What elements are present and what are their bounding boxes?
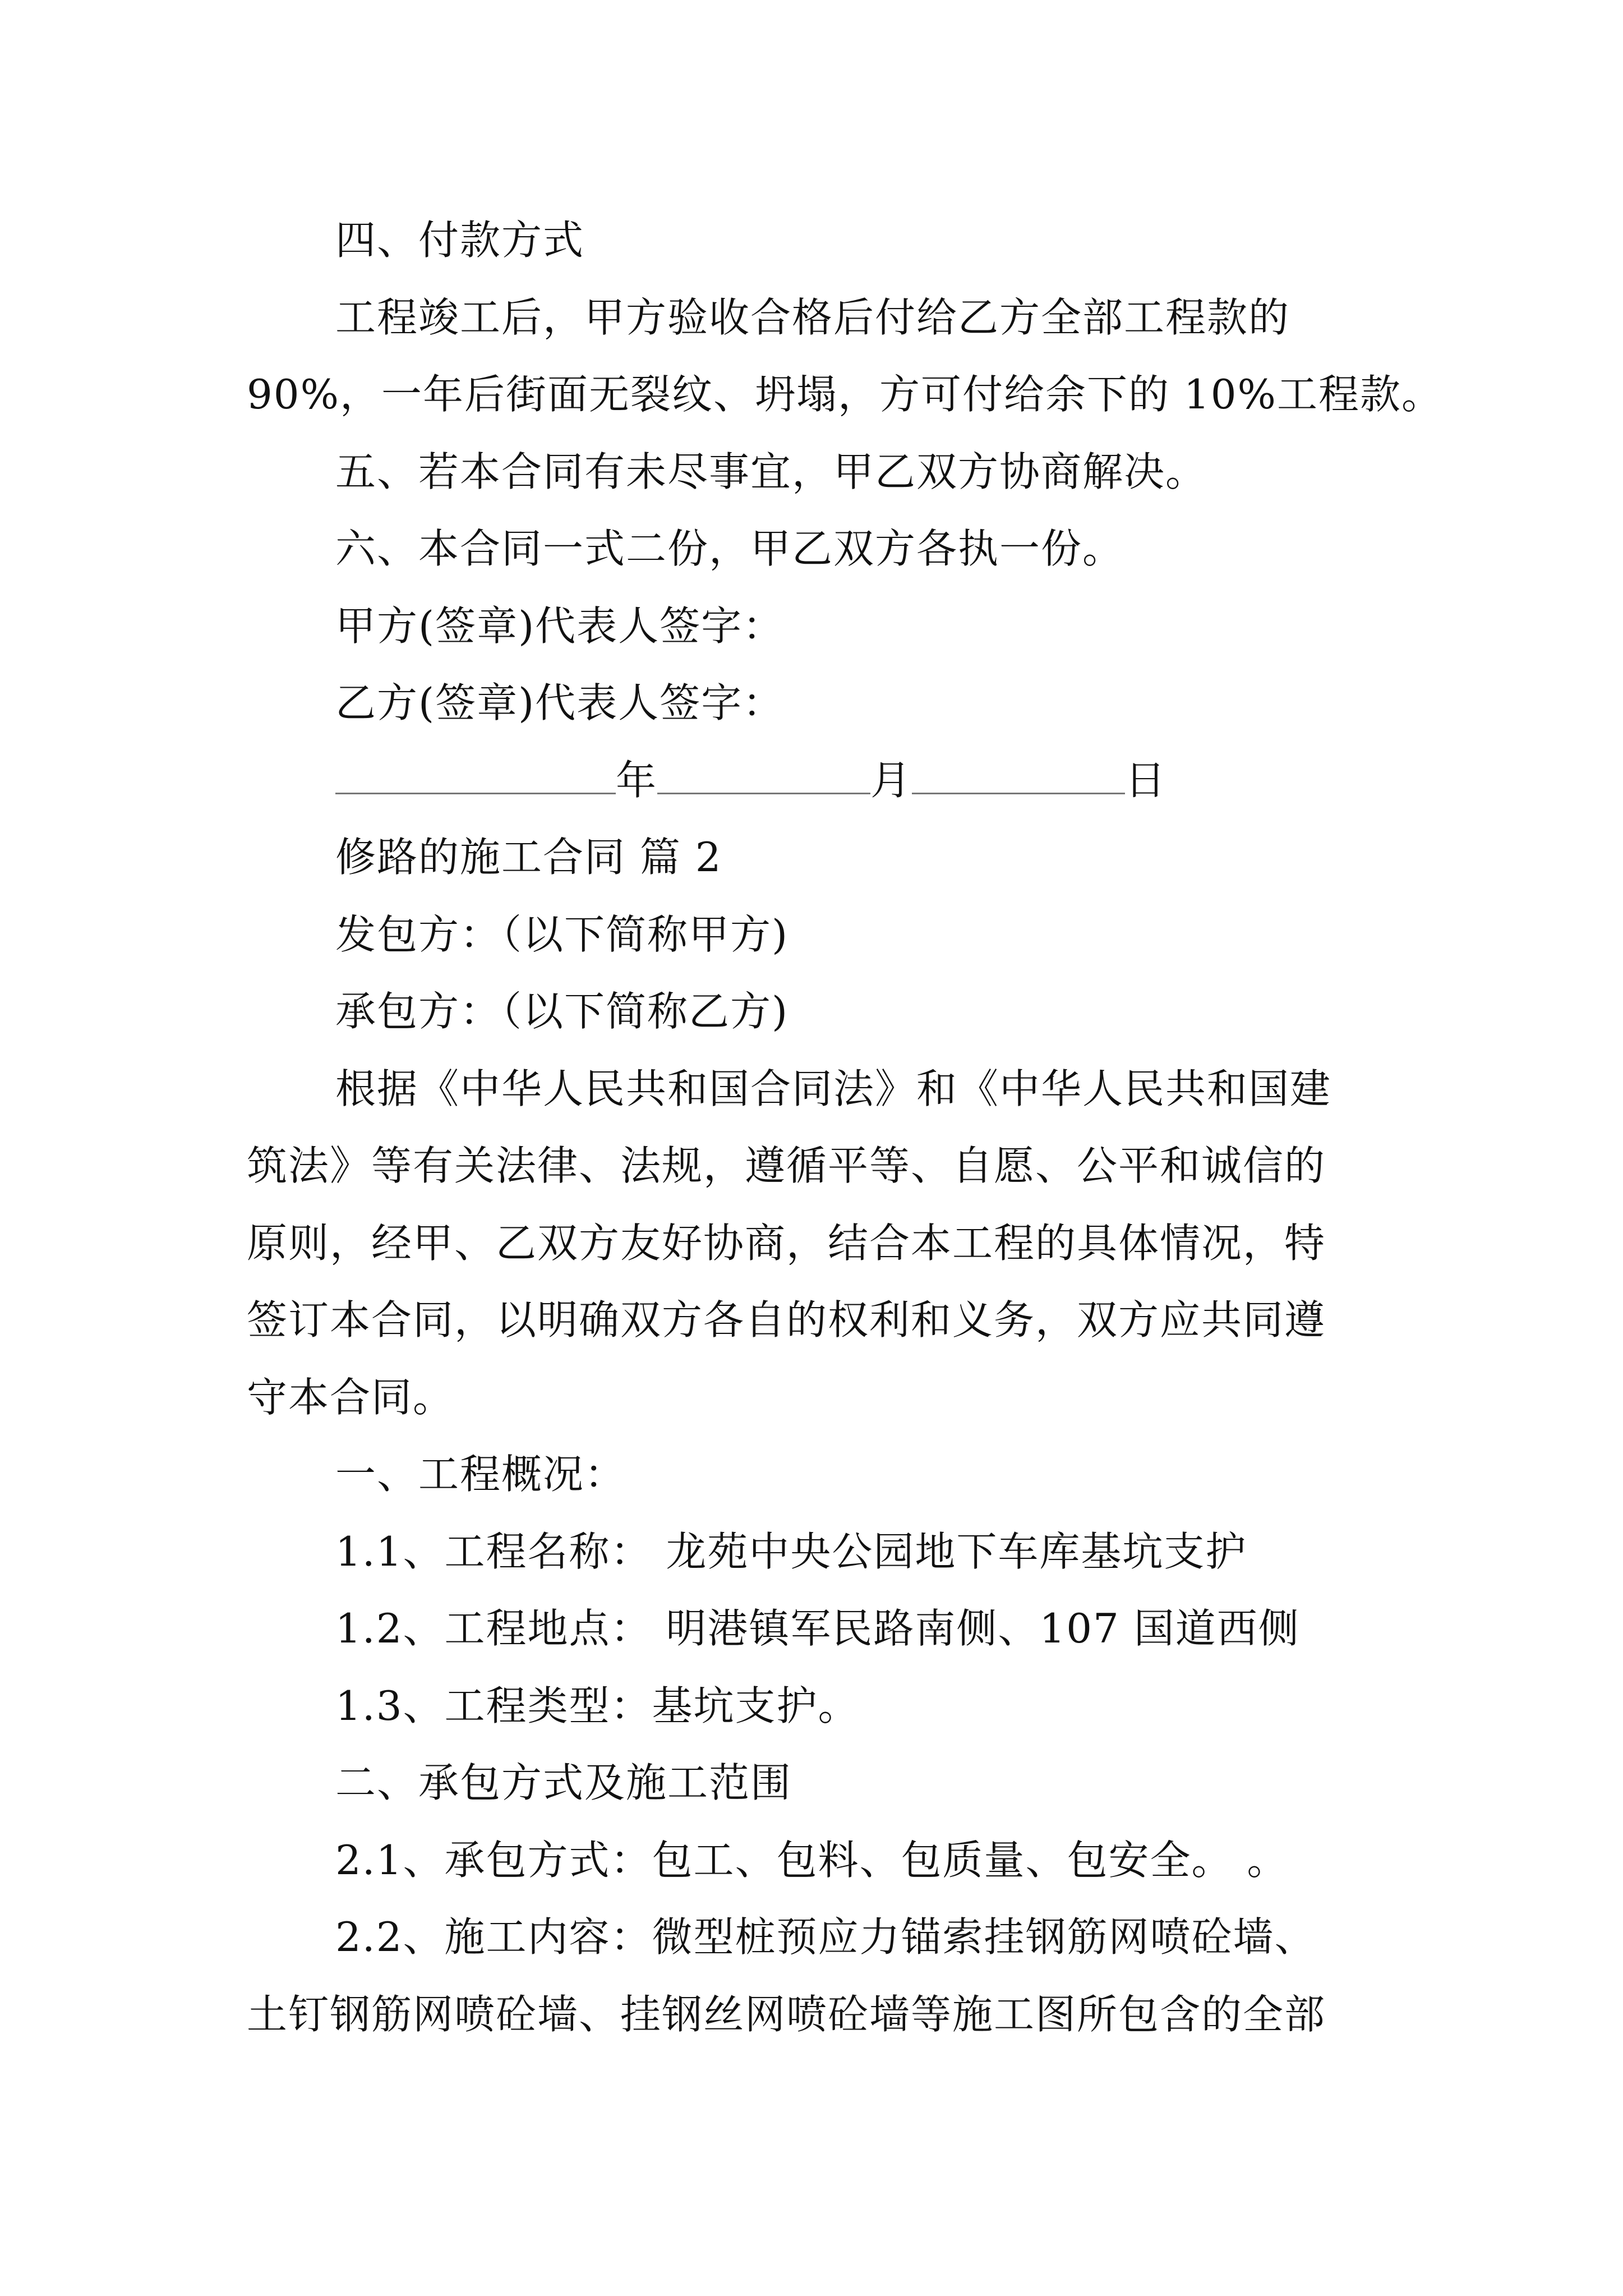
section-heading-payment: 四、付款方式 (335, 217, 585, 264)
employer-line: 发包方：（以下简称甲方) (335, 911, 789, 958)
day-label: 日 (1125, 757, 1167, 804)
month-label: 月 (870, 757, 912, 804)
contractor-line: 承包方：（以下简称乙方) (335, 988, 789, 1035)
month-blank (657, 753, 870, 794)
preamble-line-1: 根据《中华人民共和国合同法》和《中华人民共和国建 (335, 1065, 1332, 1112)
party-a-signature-line: 甲方(签章)代表人签字： (335, 602, 785, 650)
part-2-title: 修路的施工合同 篇 2 (335, 834, 722, 881)
preamble-line-4: 签订本合同，以明确双方各自的权利和义务，双方应共同遵 (247, 1296, 1326, 1343)
party-b-signature-line: 乙方(签章)代表人签字： (335, 679, 785, 726)
year-blank (335, 753, 616, 794)
clause-five: 五、若本合同有未尽事宜，甲乙双方协商解决。 (335, 448, 1207, 495)
preamble-line-3: 原则，经甲、乙双方友好协商，结合本工程的具体情况，特 (247, 1220, 1326, 1267)
section-heading-scope: 二、承包方式及施工范围 (335, 1759, 792, 1806)
project-location-line: 1.2、工程地点： 明港镇军民路南侧、107 国道西侧 (335, 1605, 1300, 1652)
clause-six: 六、本合同一式二份，甲乙双方各执一份。 (335, 525, 1124, 572)
payment-paragraph-line-1: 工程竣工后，甲方验收合格后付给乙方全部工程款的 (335, 294, 1290, 341)
section-heading-overview: 一、工程概况： (335, 1451, 626, 1498)
payment-paragraph-line-2: 90%，一年后街面无裂纹、坍塌，方可付给余下的 10%工程款。 (247, 371, 1443, 418)
date-line (335, 753, 1166, 807)
construction-content-line-1: 2.2、施工内容：微型桩预应力锚索挂钢筋网喷砼墙、 (335, 1913, 1316, 1961)
preamble-line-5: 守本合同。 (247, 1374, 455, 1421)
project-name-line: 1.1、工程名称： 龙苑中央公园地下车库基坑支护 (335, 1528, 1247, 1575)
contract-method-line: 2.1、承包方式：包工、包料、包质量、包安全。 。 (335, 1837, 1289, 1884)
year-label: 年 (616, 757, 658, 804)
preamble-line-2: 筑法》等有关法律、法规，遵循平等、自愿、公平和诚信的 (247, 1142, 1326, 1189)
day-blank (912, 753, 1125, 794)
construction-content-line-2: 土钉钢筋网喷砼墙、挂钢丝网喷砼墙等施工图所包含的全部 (247, 1991, 1326, 2038)
project-type-line: 1.3、工程类型：基坑支护。 (335, 1682, 860, 1729)
